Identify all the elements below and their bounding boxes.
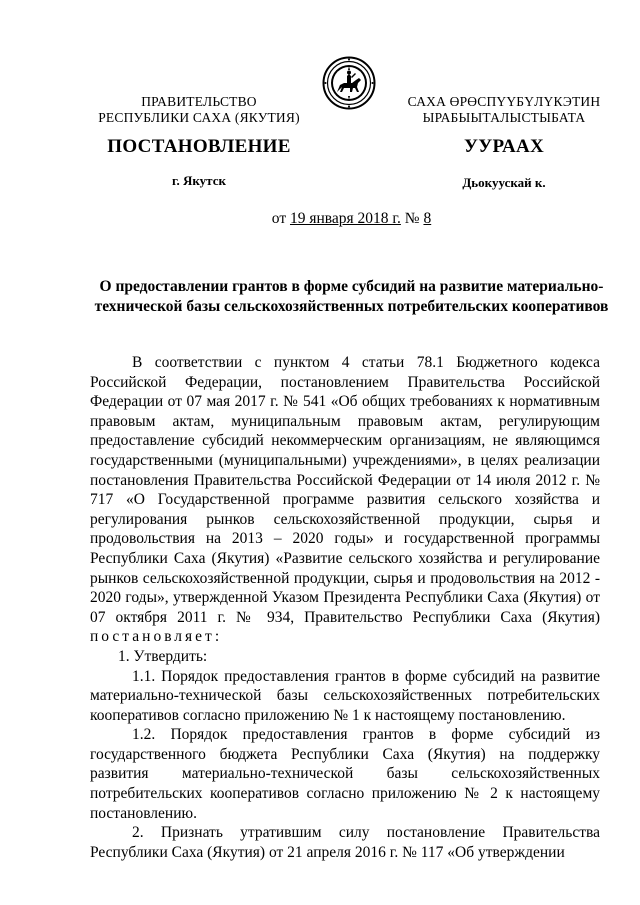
paragraph-item-1-1: 1.1. Порядок предоставления грантов в форме субсидий на развитие материально-технической базы сельскохозяйственных потребительских кооперативов согласно приложению № 1 к настоящему постановлению.: [90, 667, 600, 724]
header-right-line2: ЫРАБЫЫТАЛЫСТЫБАТА: [422, 110, 586, 125]
date-number-line: [90, 210, 613, 228]
doc-type-title-sah: УУРААХ: [463, 136, 545, 157]
header-left: [90, 94, 308, 126]
paragraph-preamble: [90, 353, 600, 647]
preamble-decree-word: постановляет:: [90, 628, 223, 646]
header-right-line1: САХА ӨРӨСПҮҮБҮЛҮКЭТИН: [407, 94, 601, 109]
subject-line2: технической базы сельскохозяйственных потребительских кооперативов: [94, 298, 609, 315]
document-subject: [90, 277, 613, 317]
paragraph-item-2: 2. Признать утратившим силу постановление Правительства Республики Саха (Якутия) от 21 апреля 2016 г. № 117 «Об утверждении: [90, 824, 600, 861]
header-left-line1: ПРАВИТЕЛЬСТВО: [141, 94, 257, 109]
date-prefix: от: [271, 210, 290, 227]
document-body: [90, 353, 600, 862]
document-number: 8: [423, 210, 432, 227]
paragraph-item-1: 1. Утвердить:: [118, 647, 208, 665]
paragraph-item-1-2: 1.2. Порядок предоставления грантов в форме субсидий из государственного бюджета Республики Саха (Якутия) на поддержку развития материально-технической базы сельскохозяйственных потребительских кооперативов согласно приложению № 2 к настоящему постановлению.: [90, 726, 600, 822]
city-sah: Дьокуускай к.: [462, 175, 546, 190]
subject-line1: О предоставлении грантов в форме субсидий на развитие материально-: [99, 278, 604, 295]
coat-of-arms-icon: [322, 56, 376, 110]
doc-type-title-ru: ПОСТАНОВЛЕНИЕ: [107, 136, 291, 157]
date-text: 19 января 2018 г.: [289, 210, 401, 227]
city-ru: г. Якутск: [172, 173, 226, 188]
preamble-text: В соответствии с пунктом 4 статьи 78.1 Бюджетного кодекса Российской Федерации, постановлением Правительства Российской Федерации от 07 мая 2017 г. № 541 «Об общих требованиях к нормативным правовым актам, муниципальным правовым актам, регулирующим предоставление субсидий некоммерческим организациям, не являющимся государственными (муниципальными) учреждениями», в целях реализации постановления Правительства Российской Федерации от 14 июля 2012 г. № 717 «О Государственной программе развития сельского хозяйства и регулирования рынков сельскохозяйственной продукции, сырья и продовольствия на 2013 – 2020 годы» и государственной программы Республики Саха (Якутия) «Развитие сельского хозяйства и регулирование рынков сельскохозяйственной продукции, сырья и продовольствия на 2012 - 2020 годы», утвержденной Указом Президента Республики Саха (Якутия) от 07 октября 2011 г. № 934, Правительство Республики Саха (Якутия): [90, 354, 600, 626]
number-label: №: [400, 210, 424, 227]
header-left-line2: РЕСПУБЛИКИ САХА (ЯКУТИЯ): [98, 110, 300, 125]
header-right: [395, 94, 613, 126]
